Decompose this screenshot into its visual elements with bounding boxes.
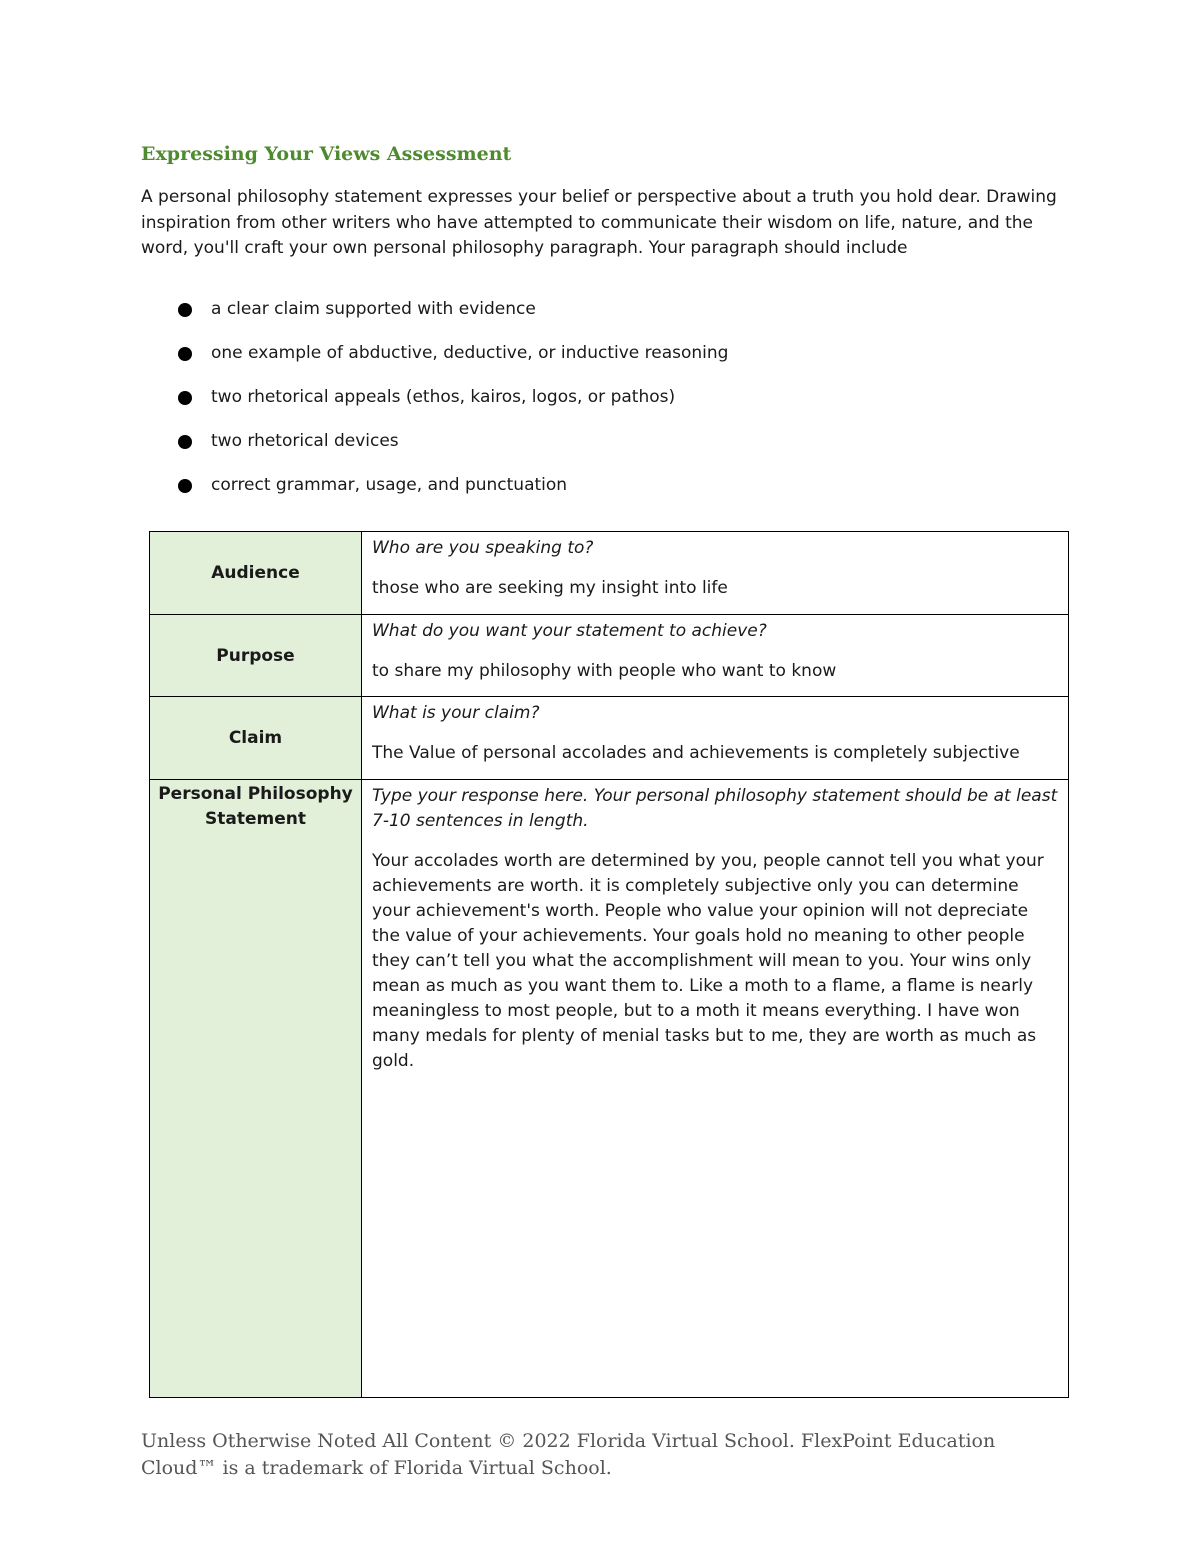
table-row-purpose xyxy=(150,615,1069,697)
purpose-prompt: What do you want your statement to achieve? xyxy=(372,621,767,641)
bullet-icon xyxy=(178,391,192,405)
claim-prompt: What is your claim? xyxy=(372,703,540,723)
row-label-statement xyxy=(150,780,362,1398)
list-item xyxy=(176,340,728,384)
purpose-cell[interactable] xyxy=(362,615,1069,697)
row-label-purpose: Purpose xyxy=(150,615,362,697)
table-row-audience xyxy=(150,532,1069,615)
table-row-claim xyxy=(150,697,1069,780)
page-title: Expressing Your Views Assessment xyxy=(141,143,512,165)
requirement-text: a clear claim supported with evidence xyxy=(211,299,536,319)
audience-answer[interactable]: those who are seeking my insight into life xyxy=(372,578,728,598)
requirements-list xyxy=(176,296,728,516)
purpose-answer[interactable]: to share my philosophy with people who want to know xyxy=(372,661,837,681)
statement-answer[interactable]: Your accolades worth are determined by you, people cannot tell you what your achievements are worth. it is completely subjective only you can determine your achievement's worth. People who value your opinion will not depreciate the value of your achievements. Your goals hold no meaning to other people they can’t tell you what the accomplishment will mean to you. Your wins only mean as much as you want them to. Like a moth to a flame, a flame is nearly meaningless to most people, but to a moth it means everything. I have won many medals for plenty of menial tasks but to me, they are worth as much as gold. xyxy=(372,851,1044,1071)
bullet-icon xyxy=(178,347,192,361)
row-label-claim: Claim xyxy=(150,697,362,780)
list-item xyxy=(176,384,728,428)
list-item xyxy=(176,428,728,472)
intro-paragraph: A personal philosophy statement expresses your belief or perspective about a truth you hold dear. Drawing inspiration from other writers who have attempted to communicate their wisdom on life, nature, and the word, you'll craft your own personal philosophy paragraph. Your paragraph should include xyxy=(141,187,1057,258)
bullet-icon xyxy=(178,479,192,493)
audience-prompt: Who are you speaking to? xyxy=(372,538,594,558)
requirement-text: one example of abductive, deductive, or inductive reasoning xyxy=(211,343,729,363)
claim-cell[interactable] xyxy=(362,697,1069,780)
list-item xyxy=(176,472,728,516)
requirement-text: two rhetorical appeals (ethos, kairos, logos, or pathos) xyxy=(211,387,676,407)
table-row-statement xyxy=(150,780,1069,1398)
list-item xyxy=(176,296,728,340)
requirement-text: two rhetorical devices xyxy=(211,431,399,451)
row-label-audience: Audience xyxy=(150,532,362,615)
claim-answer[interactable]: The Value of personal accolades and achievements is completely subjective xyxy=(372,743,1020,763)
planning-table xyxy=(149,531,1069,1398)
copyright-footer: Unless Otherwise Noted All Content © 2022 Florida Virtual School. FlexPoint Education Cloud™ is a trademark of Florida Virtual School. xyxy=(141,1430,996,1479)
audience-cell[interactable] xyxy=(362,532,1069,615)
bullet-icon xyxy=(178,303,192,317)
statement-cell[interactable] xyxy=(362,780,1069,1398)
requirement-text: correct grammar, usage, and punctuation xyxy=(211,475,568,495)
statement-prompt: Type your response here. Your personal philosophy statement should be at least 7-10 sentences in length. xyxy=(372,786,1058,831)
bullet-icon xyxy=(178,435,192,449)
statement-label: Personal Philosophy Statement xyxy=(158,784,353,829)
